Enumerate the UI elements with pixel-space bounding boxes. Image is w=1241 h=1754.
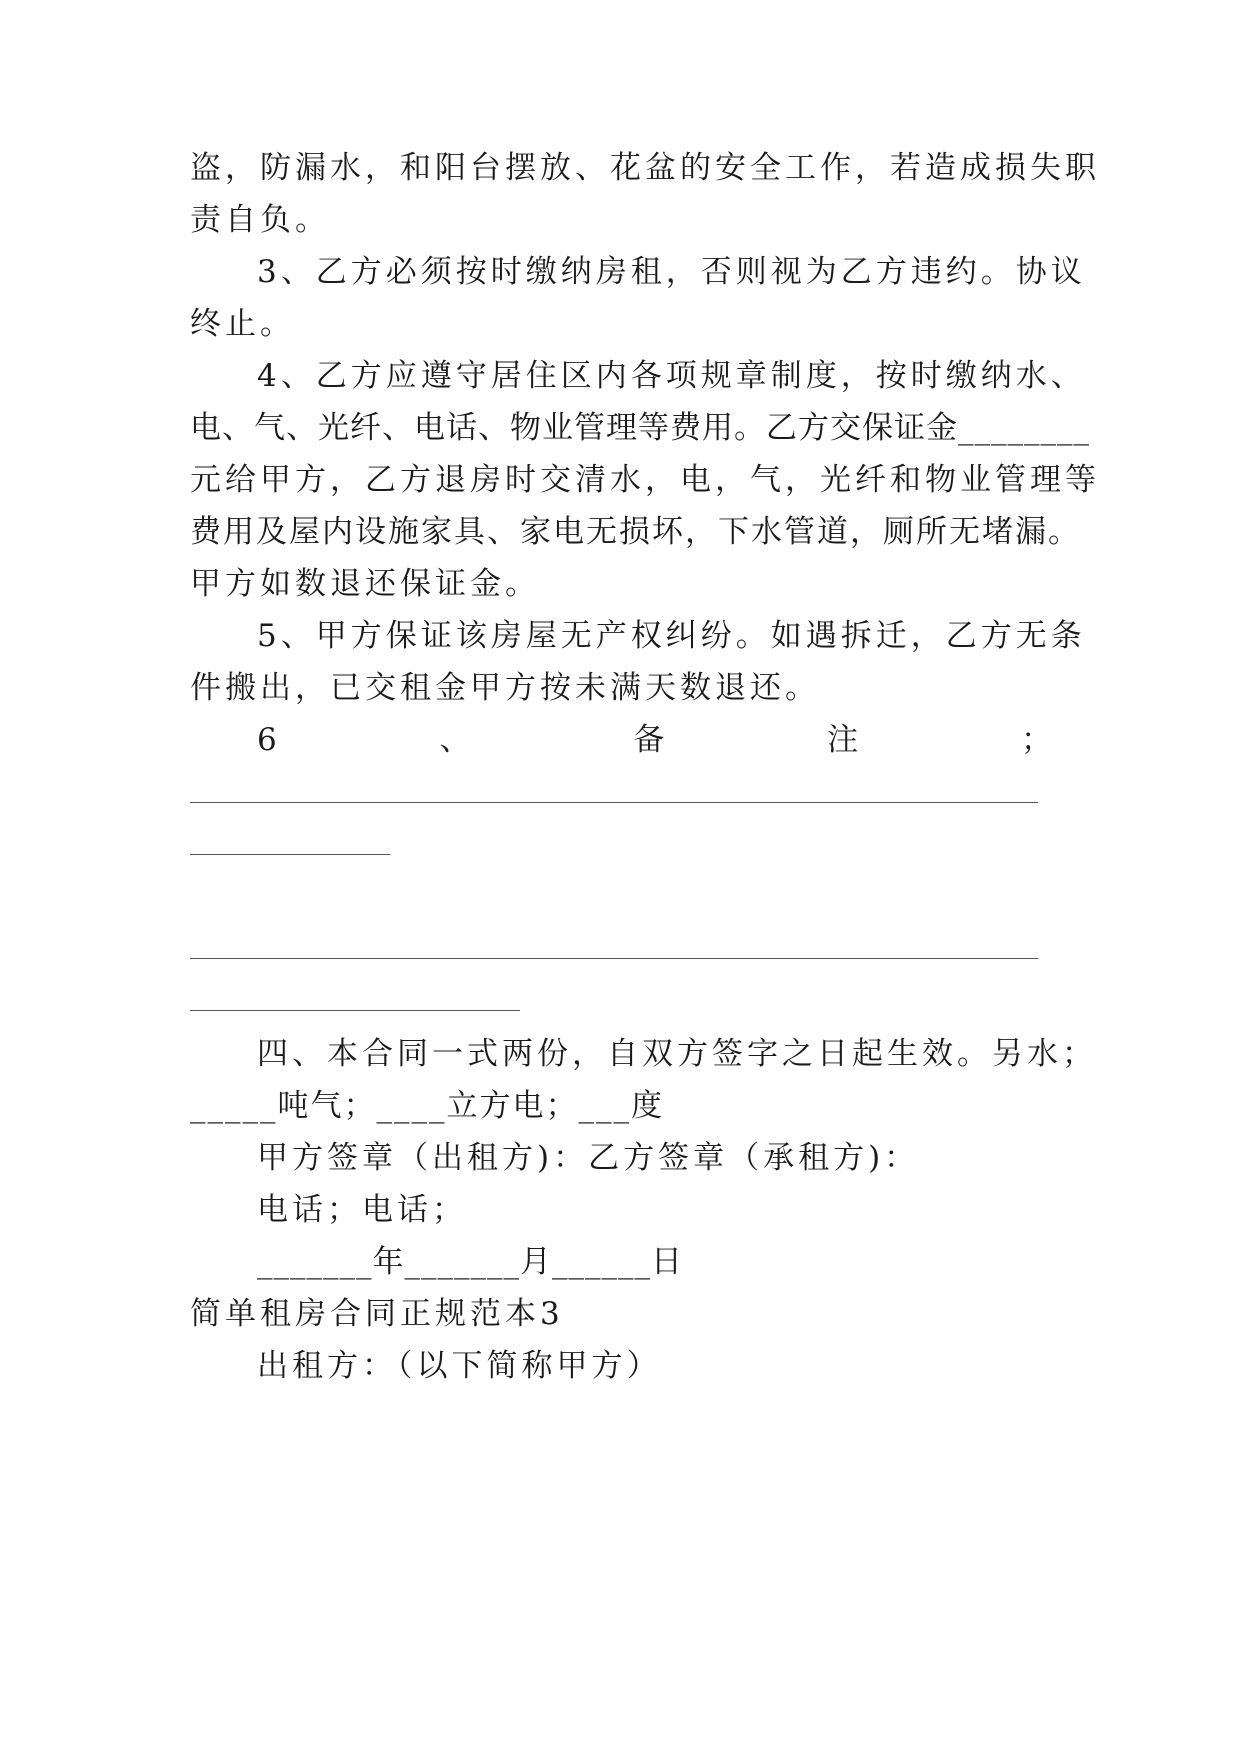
paragraph-line: 终止。 [190, 306, 295, 342]
remark-blank-line [190, 958, 1038, 959]
clause-5-line: 5、甲方保证该房屋无产权纠纷。如遇拆迁，乙方无条 [257, 618, 1086, 654]
clause-4-line: 4、乙方应遵守居住区内各项规章制度，按时缴纳水、 [257, 358, 1086, 394]
remark-blank-line [190, 854, 390, 855]
utility-readings-line: _____吨气；____立方电；___度 [190, 1088, 664, 1124]
lessor-line: 出租方：（以下简称甲方） [257, 1348, 662, 1384]
remark-token: 备 [633, 722, 665, 758]
paragraph-line: 电、气、光纤、电话、物业管理等费用。乙方交保证金________ [190, 410, 1090, 446]
date-line: _______年_______月______日 [257, 1244, 683, 1280]
paragraph-line: 件搬出，已交租金甲方按未满天数退还。 [190, 670, 820, 706]
remark-blank-line [190, 1010, 520, 1011]
paragraph-line: 元给甲方，乙方退房时交清水，电，气，光纤和物业管理等 [190, 462, 1100, 498]
paragraph-line: 甲方如数退还保证金。 [190, 566, 540, 602]
signature-line: 甲方签章（出租方)：乙方签章（承租方)： [257, 1140, 920, 1176]
section-title: 简单租房合同正规范本3 [190, 1296, 564, 1332]
remark-heading-row [257, 720, 1052, 760]
remark-token: 、 [439, 722, 471, 758]
remark-token: ； [1020, 722, 1052, 758]
paragraph-line: 盗，防漏水，和阳台摆放、花盆的安全工作，若造成损失职 [190, 150, 1100, 186]
remark-token: 注 [827, 722, 859, 758]
paragraph-line: 费用及屋内设施家具、家电无损坏，下水管道，厕所无堵漏。 [190, 514, 1081, 550]
clause-3-line: 3、乙方必须按时缴纳房租，否则视为乙方违约。协议 [257, 254, 1086, 290]
paragraph-line: 责自负。 [190, 202, 330, 238]
remark-blank-line [190, 802, 1038, 803]
remark-token: 6 [257, 722, 277, 758]
phone-line: 电话；电话； [257, 1192, 467, 1228]
clause-four-line: 四、本合同一式两份，自双方签字之日起生效。另水； [257, 1036, 1097, 1072]
